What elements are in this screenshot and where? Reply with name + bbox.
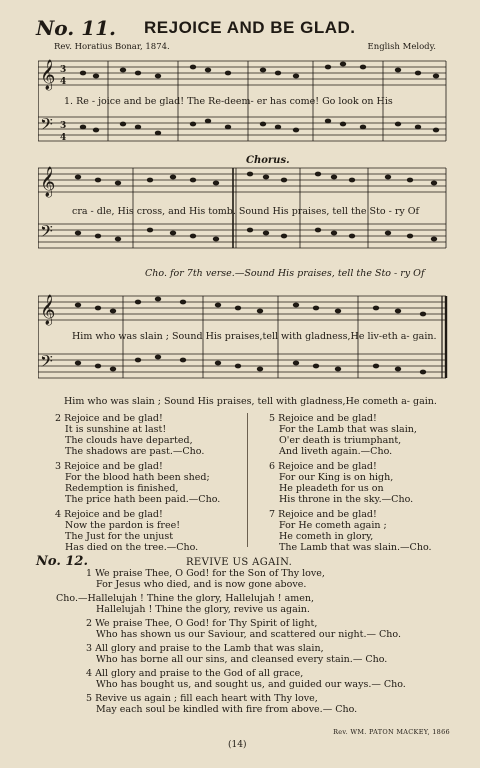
- author-credit: Rev. Horatius Bonar, 1874.: [54, 42, 170, 52]
- hymn-12-credit: Rev. WM. PATON MACKEY, 1866: [333, 728, 450, 736]
- verse-line: 2 Rejoice and be glad!: [55, 413, 163, 424]
- verse-line: 6 Rejoice and be glad!: [269, 461, 377, 472]
- treble-clef-icon: 𝄞: [40, 60, 56, 90]
- verse-line: Cho.—Hallelujah ! Thine the glory, Hallelujah ! amen,: [56, 593, 315, 604]
- stanza-1: [86, 568, 466, 590]
- verse-line: O'er death is triumphant,: [279, 435, 402, 446]
- verse-line: For our King is on high,: [279, 472, 394, 483]
- verse-line: Who has shown us our Saviour, and scattered our night.— Cho.: [96, 629, 401, 640]
- verse-line: For the Lamb that was slain,: [279, 424, 417, 435]
- verse-4: [55, 509, 245, 553]
- verse-line: Has died on the tree.—Cho.: [65, 542, 199, 553]
- lyric-line-3: Him who was slain ; Sound His praises,tell with gladness,He liv-eth a- gain.: [72, 331, 437, 342]
- verse-line: The Just for the unjust: [65, 531, 174, 542]
- verse-line: He pleadeth for us on: [279, 483, 384, 494]
- stanza-3: [86, 643, 466, 665]
- hymn-title: REJOICE AND BE GLAD.: [144, 18, 356, 37]
- staff-notation: [38, 290, 448, 402]
- chorus-label: Chorus.: [246, 155, 290, 166]
- verse-line: The shadows are past.—Cho.: [65, 446, 205, 457]
- refrain: [56, 593, 466, 615]
- lyric-line-2: cra - dle, His cross, and His tomb. Sound His praises, tell the Sto - ry Of: [72, 206, 420, 217]
- music-system-1: [38, 55, 448, 160]
- verse-line: 5 Rejoice and be glad!: [269, 413, 377, 424]
- verse-line: It is sunshine at last!: [65, 424, 167, 435]
- verse-line: 3 All glory and praise to the Lamb that was slain,: [86, 643, 324, 654]
- tune-credit: English Melody.: [367, 42, 436, 52]
- verse-line: Redemption is finished,: [65, 483, 179, 494]
- verse-3: [55, 461, 245, 505]
- hymn-12-title: REVIVE US AGAIN.: [186, 557, 293, 568]
- lyric-line-1: 1. Re - joice and be glad! The Re-deem- er has come! Go look on His: [64, 96, 393, 107]
- verse-line: Who has borne all our sins, and cleansed every stain.— Cho.: [96, 654, 388, 665]
- bass-clef-icon: 𝄢: [40, 221, 53, 245]
- bass-clef-icon: 𝄢: [40, 114, 53, 138]
- hymn-12-number: No. 12.: [36, 554, 88, 569]
- lyric-line-4: Him who was slain ; Sound His praises, tell with gladness,He cometh a- gain.: [64, 396, 437, 407]
- bass-clef-icon: 𝄢: [40, 351, 53, 375]
- staff-notation: [38, 55, 448, 160]
- verse-line: Now the pardon is free!: [65, 520, 181, 531]
- verse-line: Who has bought us, and sought us, and guided our ways.— Cho.: [96, 679, 406, 690]
- verse-line: For He cometh again ;: [279, 520, 387, 531]
- verse-line: May each soul be kindled with fire from above.— Cho.: [96, 704, 358, 715]
- stanza-5: [86, 693, 466, 715]
- verse-5: [269, 413, 459, 457]
- stanza-4: [86, 668, 466, 690]
- verse-line: 1 We praise Thee, O God! for the Son of Thy love,: [86, 568, 325, 579]
- verse-line: 4 All glory and praise to the God of all grace,: [86, 668, 304, 679]
- verse-7: [269, 509, 459, 553]
- verse-line: 2 We praise Thee, O God! for Thy Spirit of light,: [86, 618, 318, 629]
- page-number: (14): [228, 740, 247, 750]
- treble-clef-icon: 𝄞: [40, 167, 56, 197]
- verse-line: For Jesus who died, and is now gone above.: [96, 579, 307, 590]
- stanza-2: [86, 618, 466, 640]
- verse-line: The clouds have departed,: [65, 435, 193, 446]
- column-divider: [247, 413, 248, 547]
- music-system-3: [38, 290, 448, 402]
- treble-clef-icon: 𝄞: [40, 295, 56, 325]
- verse-line: The Lamb that was slain.—Cho.: [279, 542, 432, 553]
- verse-line: His throne in the sky.—Cho.: [279, 494, 414, 505]
- verse-line: 3 Rejoice and be glad!: [55, 461, 163, 472]
- verse-line: Hallelujah ! Thine the glory, revive us again.: [96, 604, 310, 615]
- verse-line: He cometh in glory,: [279, 531, 374, 542]
- verse-line: 7 Rejoice and be glad!: [269, 509, 377, 520]
- chorus-7th-verse-line: Cho. for 7th verse.—Sound His praises, tell the Sto - ry Of: [145, 268, 425, 279]
- verse-line: The price hath been paid.—Cho.: [65, 494, 221, 505]
- verse-line: And liveth again.—Cho.: [279, 446, 393, 457]
- hymn-11-header: [36, 16, 446, 42]
- svg-text:3: 3: [60, 65, 67, 75]
- verses-right-column: [269, 413, 459, 557]
- verse-2: [55, 413, 245, 457]
- hymn-number: No. 11.: [36, 16, 116, 40]
- verse-6: [269, 461, 459, 505]
- svg-text:3: 3: [60, 121, 67, 131]
- svg-text:4: 4: [60, 77, 67, 87]
- verse-line: 4 Rejoice and be glad!: [55, 509, 163, 520]
- verses-left-column: [55, 413, 245, 557]
- verse-line: For the blood hath been shed;: [65, 472, 210, 483]
- svg-text:4: 4: [60, 133, 67, 143]
- verse-line: 5 Revive us again ; fill each heart with Thy love,: [86, 693, 318, 704]
- hymn-12-text: [56, 568, 466, 718]
